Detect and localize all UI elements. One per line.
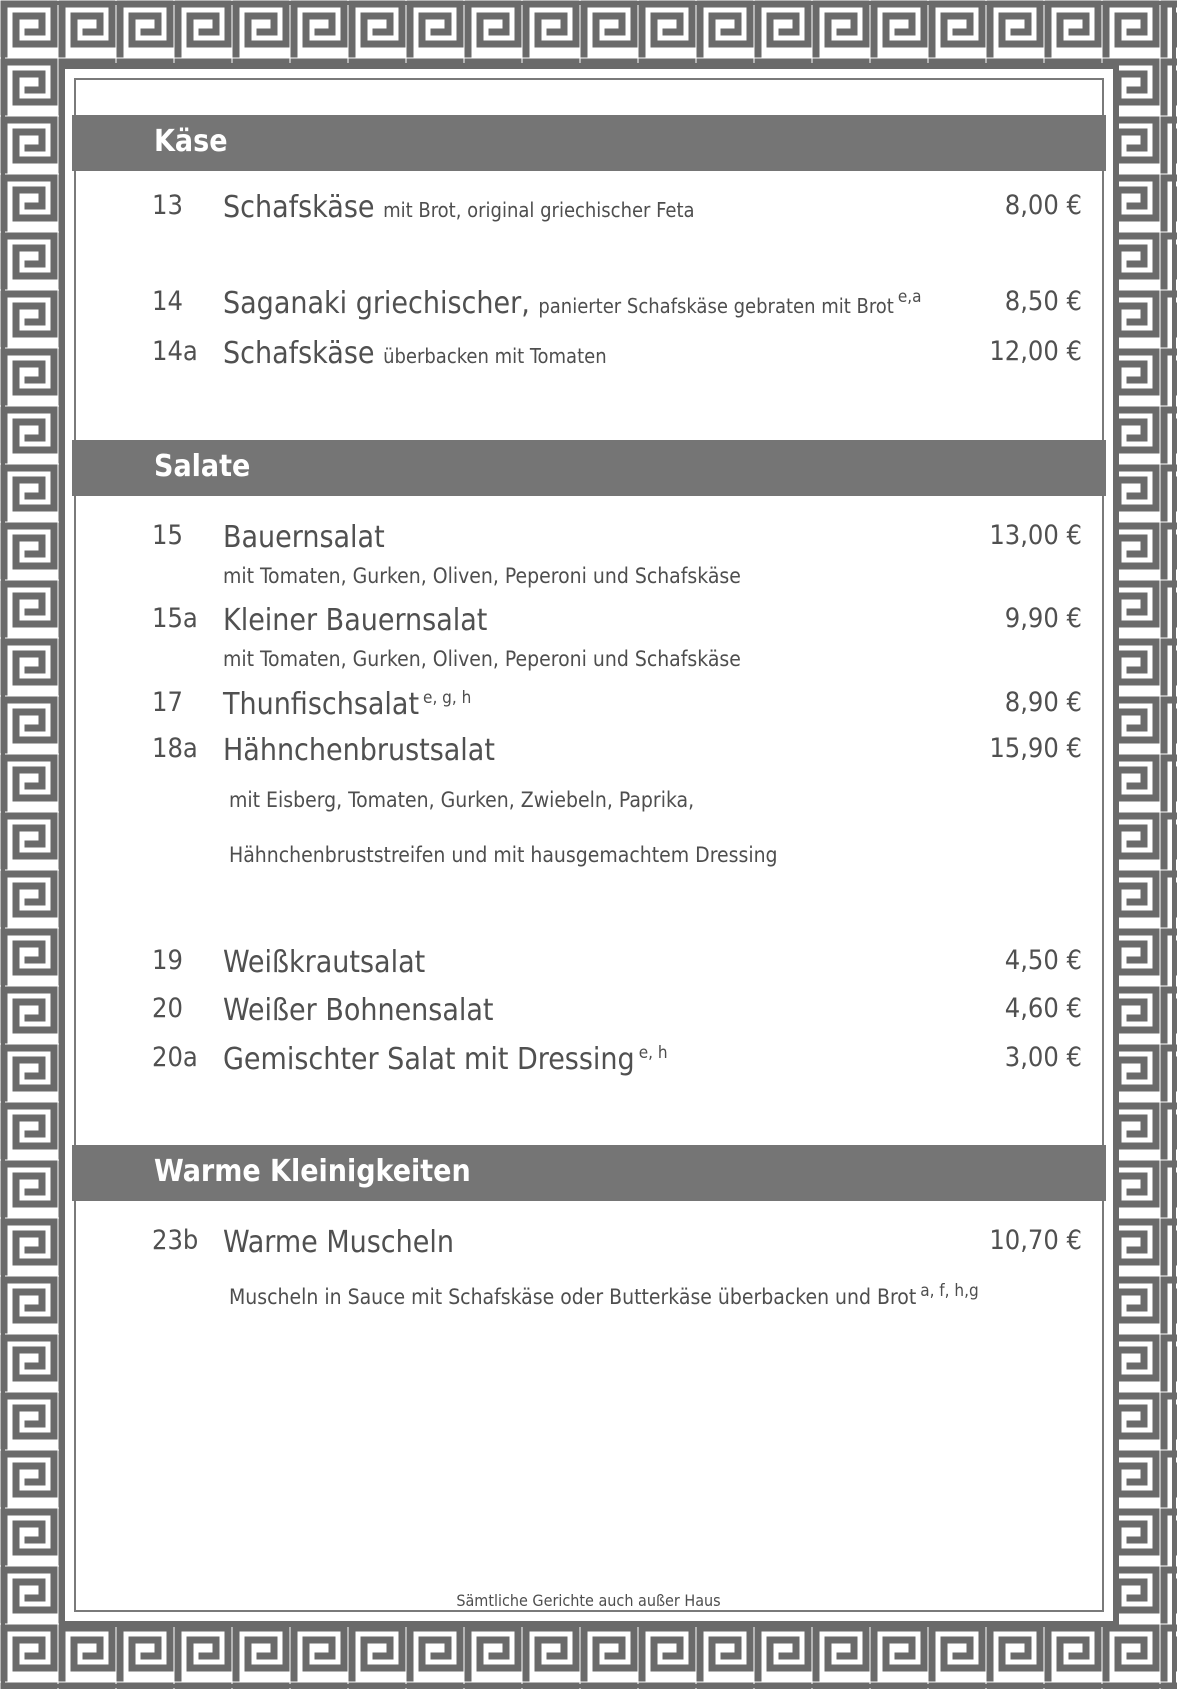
footer-note: Sämtliche Gerichte auch außer Haus <box>456 1591 721 1610</box>
item-line <box>223 336 607 371</box>
item-number: 18a <box>152 733 198 764</box>
item-description: überbacken mit Tomaten <box>383 344 607 368</box>
allergen-codes: a, f, h,g <box>920 1281 979 1301</box>
allergen-codes: e,a <box>897 287 922 307</box>
section-title: Käse <box>154 124 228 159</box>
item-description-text: Muscheln in Sauce mit Schafskäse oder Butterkäse überbacken und Brot <box>229 1285 917 1309</box>
item-number: 20a <box>152 1042 198 1073</box>
section-title: Salate <box>154 449 251 484</box>
item-price: 13,00 € <box>989 520 1082 551</box>
item-price: 8,00 € <box>1004 190 1082 221</box>
item-name: Thunfischsalat <box>223 687 420 722</box>
item-number: 23b <box>152 1225 199 1256</box>
item-line <box>223 687 471 722</box>
item-name: Gemischter Salat mit Dressing <box>223 1042 635 1077</box>
item-line <box>223 286 922 321</box>
item-price: 12,00 € <box>989 336 1082 367</box>
item-name: Saganaki griechischer, <box>223 286 530 321</box>
item-description-line2: Hähnchenbruststreifen und mit hausgemachtem Dressing <box>229 843 778 867</box>
item-price: 8,90 € <box>1004 687 1082 718</box>
section-bar-salate <box>72 440 1106 496</box>
item-price: 8,50 € <box>1004 286 1082 317</box>
item-number: 17 <box>152 687 183 718</box>
allergen-codes: e, g, h <box>423 688 472 708</box>
item-name: Weißkrautsalat <box>223 945 426 980</box>
item-price: 15,90 € <box>989 733 1082 764</box>
item-description: mit Eisberg, Tomaten, Gurken, Zwiebeln, Paprika, <box>229 788 695 812</box>
section-bar-warme-kleinigkeiten <box>72 1145 1106 1201</box>
item-number: 14a <box>152 336 198 367</box>
item-line <box>223 1042 668 1077</box>
item-name: Warme Muscheln <box>223 1225 454 1260</box>
item-number: 20 <box>152 993 183 1024</box>
item-description: mit Brot, original griechischer Feta <box>383 198 695 222</box>
item-number: 13 <box>152 190 183 221</box>
item-name: Schafskäse <box>223 190 375 225</box>
item-number: 15 <box>152 520 183 551</box>
item-description: mit Tomaten, Gurken, Oliven, Peperoni und Schafskäse <box>223 564 741 588</box>
section-title: Warme Kleinigkeiten <box>154 1154 471 1189</box>
item-number: 19 <box>152 945 183 976</box>
item-price: 3,00 € <box>1004 1042 1082 1073</box>
item-name: Bauernsalat <box>223 520 385 555</box>
item-number: 14 <box>152 286 183 317</box>
item-description: mit Tomaten, Gurken, Oliven, Peperoni und Schafskäse <box>223 647 741 671</box>
item-number: 15a <box>152 603 198 634</box>
item-price: 4,50 € <box>1004 945 1082 976</box>
item-price: 4,60 € <box>1004 993 1082 1024</box>
item-price: 9,90 € <box>1004 603 1082 634</box>
item-name: Schafskäse <box>223 336 375 371</box>
item-name: Hähnchenbrustsalat <box>223 733 495 768</box>
item-description: panierter Schafskäse gebraten mit Brot <box>538 294 894 318</box>
item-name: Weißer Bohnensalat <box>223 993 494 1028</box>
item-description <box>229 1281 979 1309</box>
allergen-codes: e, h <box>638 1043 668 1063</box>
item-price: 10,70 € <box>989 1225 1082 1256</box>
section-bar-kaese <box>72 115 1106 171</box>
item-line <box>223 190 695 225</box>
item-name: Kleiner Bauernsalat <box>223 603 488 638</box>
